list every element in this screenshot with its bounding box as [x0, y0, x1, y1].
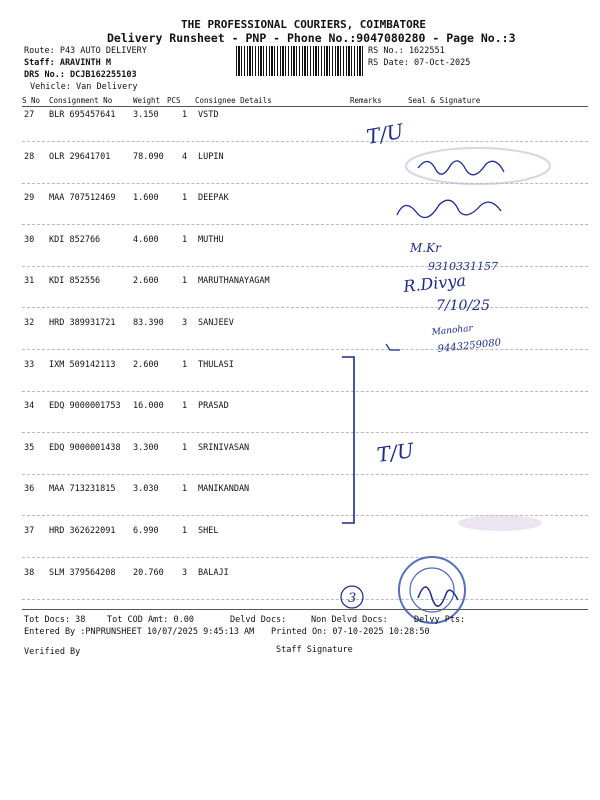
col-seal: Seal & Signature: [408, 96, 481, 105]
row-consignment: MAA 707512469: [49, 193, 116, 203]
row-consignment: EDQ 9000001438: [49, 443, 121, 453]
row-pcs: 1: [182, 110, 188, 120]
row-pcs: 1: [182, 360, 188, 370]
tot-cod: Tot COD Amt: 0.00: [107, 615, 194, 625]
row-sno: 37: [24, 526, 35, 536]
rs-number: RS No.: 1622551: [368, 46, 445, 56]
signature-mark: [418, 587, 458, 606]
row-consignment: MAA 713231815: [49, 484, 116, 494]
company-name: THE PROFESSIONAL COURIERS, COIMBATORE: [181, 18, 427, 31]
row-weight: 2.600: [133, 360, 159, 370]
row-consignment: EDQ 9000001753: [49, 401, 121, 411]
row-sno: 35: [24, 443, 35, 453]
signature-mark: [418, 161, 504, 175]
handwritten-name: Manohar: [431, 323, 474, 338]
row-consignee: BALAJI: [198, 568, 229, 578]
rs-date: RS Date: 07-Oct-2025: [368, 58, 471, 68]
row-consignee: THULASI: [198, 360, 234, 370]
col-sno: S No: [22, 96, 41, 105]
row-weight: 3.030: [133, 484, 159, 494]
row-consignee: LUPIN: [198, 152, 224, 162]
row-sno: 33: [24, 360, 35, 370]
delvd-docs: Delvd Docs:: [230, 615, 287, 625]
row-pcs: 1: [182, 193, 188, 203]
row-weight: 2.600: [133, 276, 159, 286]
non-delvd-docs: Non Delvd Docs:: [311, 615, 388, 625]
circled-number: 3: [348, 591, 357, 606]
footer-rule: [22, 609, 588, 610]
col-pcs: PCS: [167, 96, 181, 105]
handwritten-mkr: M.Kr: [410, 241, 441, 255]
row-consignee: PRASAD: [198, 401, 229, 411]
row-consignee: VSTD: [198, 110, 219, 120]
handwritten-phone: 9443259080: [437, 337, 502, 355]
signature-mark: [386, 344, 400, 350]
row-consignment: KDI 852556: [49, 276, 101, 286]
col-consignment: Consignment No: [49, 96, 113, 105]
row-consignee: MARUTHANAYAGAM: [198, 276, 270, 286]
row-sno: 28: [24, 152, 35, 162]
row-pcs: 1: [182, 526, 188, 536]
row-weight: 3.300: [133, 443, 159, 453]
row-pcs: 1: [182, 484, 188, 494]
row-consignment: OLR 29641701: [49, 152, 111, 162]
row-weight: 4.600: [133, 235, 159, 245]
row-consignment: HRD 362622091: [49, 526, 116, 536]
row-sno: 31: [24, 276, 35, 286]
row-pcs: 1: [182, 276, 188, 286]
handwritten-date: 7/10/25: [436, 298, 490, 314]
verified-by: Verified By: [24, 647, 81, 657]
row-consignment: SLM 379564208: [49, 568, 116, 578]
row-pcs: 1: [182, 235, 188, 245]
col-weight: Weight: [133, 96, 161, 105]
row-weight: 1.600: [133, 193, 159, 203]
row-pcs: 3: [182, 318, 188, 328]
row-consignee: MUTHU: [198, 235, 224, 245]
row-pcs: 3: [182, 568, 188, 578]
faded-stamp-2: [458, 515, 542, 531]
signature-mark: [397, 200, 501, 217]
row-sno: 32: [24, 318, 35, 328]
row-sno: 27: [24, 110, 35, 120]
row-consignment: IXM 509142113: [49, 360, 116, 370]
row-consignee: DEEPAK: [198, 193, 229, 203]
row-weight: 6.990: [133, 526, 159, 536]
route-label: Route: P43 AUTO DELIVERY: [24, 46, 147, 56]
row-sno: 34: [24, 401, 35, 411]
row-pcs: 1: [182, 401, 188, 411]
row-sno: 30: [24, 235, 35, 245]
row-consignee: SRINIVASAN: [198, 443, 250, 453]
row-weight: 78.090: [133, 152, 164, 162]
row-sno: 29: [24, 193, 35, 203]
row-consignee: SANJEEV: [198, 318, 234, 328]
row-weight: 16.000: [133, 401, 164, 411]
staff-signature: Staff Signature: [276, 645, 353, 655]
row-sno: 38: [24, 568, 35, 578]
row-consignee: SHEL: [198, 526, 219, 536]
row-weight: 20.760: [133, 568, 164, 578]
tot-docs: Tot Docs: 38: [24, 615, 86, 625]
row-consignee: MANIKANDAN: [198, 484, 250, 494]
round-stamp: [399, 557, 465, 623]
delvy-pts: Delvy Pts:: [414, 615, 466, 625]
handwritten-phone: 9310331157: [428, 260, 498, 273]
printed-on: Printed On: 07-10-2025 10:28:50: [271, 627, 430, 637]
runsheet-title: Delivery Runsheet - PNP - Phone No.:9047080280 - Page No.:3: [107, 31, 516, 45]
vehicle-label: Vehicle: Van Delivery: [30, 82, 138, 92]
row-pcs: 4: [182, 152, 188, 162]
drs-number: DRS No.: DCJB162255103: [24, 70, 137, 80]
faded-stamp: [406, 148, 550, 184]
col-remarks: Remarks: [350, 96, 382, 105]
entered-by: Entered By :PNPRUNSHEET 10/07/2025 9:45:13 AM: [24, 627, 255, 637]
col-consignee: Consignee Details: [195, 96, 272, 105]
row-weight: 3.150: [133, 110, 159, 120]
row-consignment: HRD 389931721: [49, 318, 116, 328]
row-consignment: BLR 695457641: [49, 110, 116, 120]
row-weight: 83.390: [133, 318, 164, 328]
bracket-mark: [342, 357, 354, 523]
row-sno: 36: [24, 484, 35, 494]
handwritten-tu: T/U: [364, 118, 406, 149]
row-pcs: 1: [182, 443, 188, 453]
staff-label: Staff: ARAVINTH M: [24, 58, 111, 68]
row-consignment: KDI 852766: [49, 235, 101, 245]
handwritten-tu: T/U: [375, 438, 416, 467]
handwritten-name: R.Divya: [402, 270, 467, 296]
